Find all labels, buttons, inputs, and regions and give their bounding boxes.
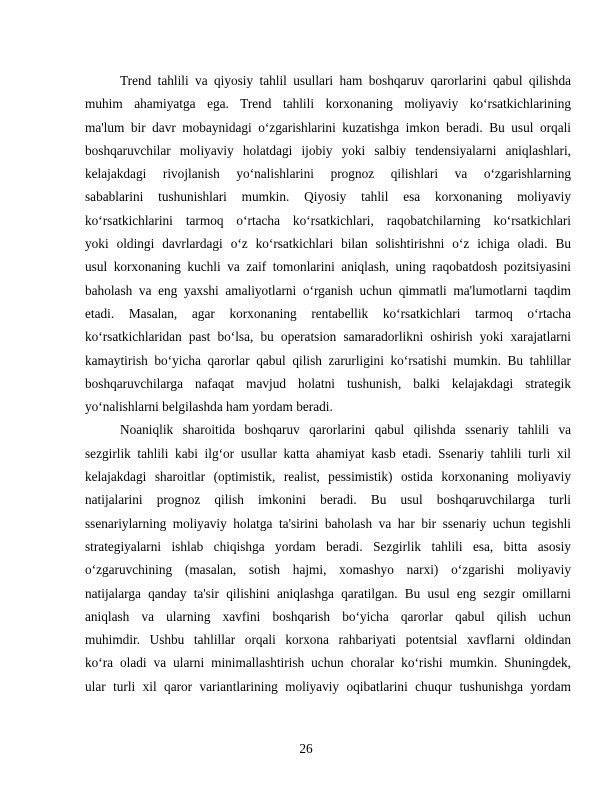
- text-line: Noaniqlik sharoitida boshqaruv qarorlarini qabul qilishda ssenariy tahlili va: [120, 422, 571, 438]
- text-line: strategiyalarni ishlab chiqishga yordam beradi. Sezgirlik tahlili esa, bitta asosiy: [85, 538, 571, 554]
- text-line: muhim ahamiyatga ega. Trend tahlili korxonaning moliyaviy koʻrsatkichlarining: [85, 96, 571, 112]
- text-line: boshqaruvchilar moliyaviy holatdagi ijobiy yoki salbiy tendensiyalarni aniqlashlari,: [85, 142, 571, 158]
- text-line: yoki oldingi davrlardagi oʻz koʻrsatkichlari bilan solishtirishni oʻz ichiga oladi. Bu: [85, 236, 571, 252]
- text-line: muhimdir. Ushbu tahlillar orqali korxona rahbariyati potentsial xavflarni oldindan: [85, 632, 571, 648]
- text-line: Trend tahlili va qiyosiy tahlil usullari ham boshqaruv qarorlarini qabul qilishda: [120, 73, 571, 88]
- text-line: yoʻnalishlarni belgilashda ham yordam beradi.: [85, 399, 333, 415]
- text-line: usul korxonaning kuchli va zaif tomonlarini aniqlash, uning raqobatdosh pozitsiyasini: [85, 259, 571, 275]
- paragraph-scenario-analysis: [85, 418, 571, 698]
- text-line: koʻra oladi va ularni minimallashtirish uchun choralar koʻrishi mumkin. Shuningdek,: [85, 655, 571, 671]
- page-number: 26: [299, 741, 313, 756]
- text-line: kamaytirish boʻyicha qarorlar qabul qilish zarurligini koʻrsatishi mumkin. Bu tahlillar: [85, 352, 571, 368]
- text-line: sabablarini tushunishlari mumkin. Qiyosiy tahlil esa korxonaning moliyaviy: [85, 189, 571, 205]
- text-line: koʻrsatkichlarini tarmoq oʻrtacha koʻrsatkichlari, raqobatchilarning koʻrsatkichlari: [85, 212, 571, 228]
- text-line: aniqlash va ularning xavfini boshqarish boʻyicha qarorlar qabul qilish uchun: [85, 608, 571, 624]
- text-line: sezgirlik tahlili kabi ilgʻor usullar katta ahamiyat kasb etadi. Ssenariy tahlili turli xil: [85, 445, 571, 461]
- text-line: ma'lum bir davr mobaynidagi oʻzgarishlarini kuzatishga imkon beradi. Bu usul orqali: [85, 119, 571, 135]
- text-line: kelajakdagi rivojlanish yoʻnalishlarini prognoz qilishlari va oʻzgarishlarning: [85, 166, 571, 182]
- text-line: ssenariylarning moliyaviy holatga ta'sirini baholash va har bir ssenariy uchun tegishli: [85, 515, 571, 531]
- text-line: baholash va eng yaxshi amaliyotlarni oʻrganish uchun qimmatli ma'lumotlarni taqdim: [85, 282, 571, 298]
- text-line: koʻrsatkichlaridan past boʻlsa, bu operatsion samaradorlikni oshirish yoki xarajatlarni: [85, 329, 571, 345]
- text-line: kelajakdagi sharoitlar (optimistik, realist, pessimistik) ostida korxonaning moliyaviy: [85, 469, 571, 485]
- text-line: boshqaruvchilarga nafaqat mavjud holatni tushunish, balki kelajakdagi strategik: [85, 375, 571, 391]
- text-line: natijalarga qanday ta'sir qilishini aniqlashga qaratilgan. Bu usul eng sezgir omillarni: [85, 585, 571, 601]
- paragraph-trend-analysis: [85, 69, 571, 418]
- text-line: etadi. Masalan, agar korxonaning rentabellik koʻrsatkichlari tarmoq oʻrtacha: [85, 305, 571, 321]
- page-body: [85, 69, 571, 698]
- text-line: natijalarini prognoz qilish imkonini beradi. Bu usul boshqaruvchilarga turli: [85, 492, 571, 508]
- text-line: ular turli xil qaror variantlarining moliyaviy oqibatlarini chuqur tushunishga yordam: [85, 678, 571, 694]
- text-line: oʻzgaruvchining (masalan, sotish hajmi, xomashyo narxi) oʻzgarishi moliyaviy: [85, 562, 571, 578]
